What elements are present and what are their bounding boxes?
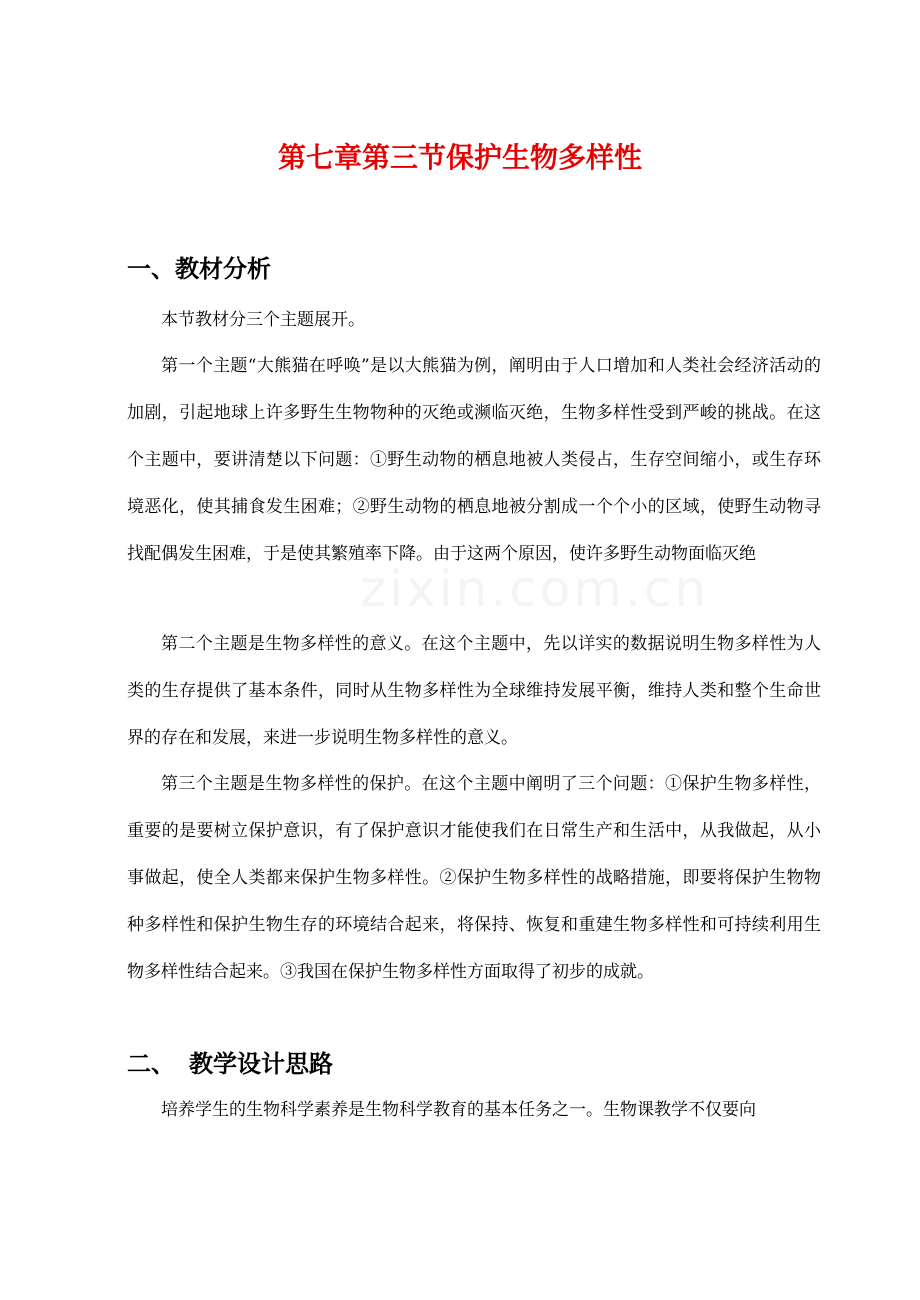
- section-number: 二、: [127, 1049, 175, 1078]
- page-title: 第七章第三节保护生物多样性: [277, 141, 642, 174]
- paragraph-theme-three: 第三个主题是生物多样性的保护。在这个主题中阐明了三个问题：①保护生物多样性，重要的是要树立保护意识，有了保护意识才能使我们在日常生产和生活中，从我做起，从小事做起，使全人类都来保护生物多样性。②保护生物多样性的战略措施，即要将保护生物物种多样性和保护生物生存的环境结合起来，将保持、恢复和重建生物多样性和可持续利用生物多样性结合起来。③我国在保护生物多样性方面取得了初步的成就。: [127, 774, 821, 982]
- paragraph-theme-one: 第一个主题“大熊猫在呼唤”是以大熊猫为例，阐明由于人口增加和人类社会经济活动的加剧，引起地球上许多野生生物物种的灭绝或濒临灭绝，生物多样性受到严峻的挑战。在这个主题中，要讲清楚以下问题：①野生动物的栖息地被人类侵占，生存空间缩小，或生存环境恶化，使其捕食发生困难；②野生动物的栖息地被分割成一个个小的区域，使野生动物寻找配偶发生困难，于是使其繁殖率下降。由于这两个原因，使许多野生动物面临灭绝: [127, 356, 821, 564]
- section-heading-label: 教学设计思路: [189, 1049, 333, 1078]
- section-heading-textbook-analysis: 一、教材分析: [127, 254, 271, 283]
- paragraph-theme-two: 第二个主题是生物多样性的意义。在这个主题中，先以详实的数据说明生物多样性为人类的生存提供了基本条件，同时从生物多样性为全球维持发展平衡，维持人类和整个生命世界的存在和发展，来进一步说明生物多样性的意义。: [127, 634, 821, 748]
- paragraph-design-intro: 培养学生的生物科学素养是生物科学教育的基本任务之一。生物课教学不仅要向: [161, 1100, 756, 1120]
- paragraph-intro: 本节教材分三个主题展开。: [161, 310, 365, 330]
- section-heading-teaching-design: [127, 1046, 333, 1082]
